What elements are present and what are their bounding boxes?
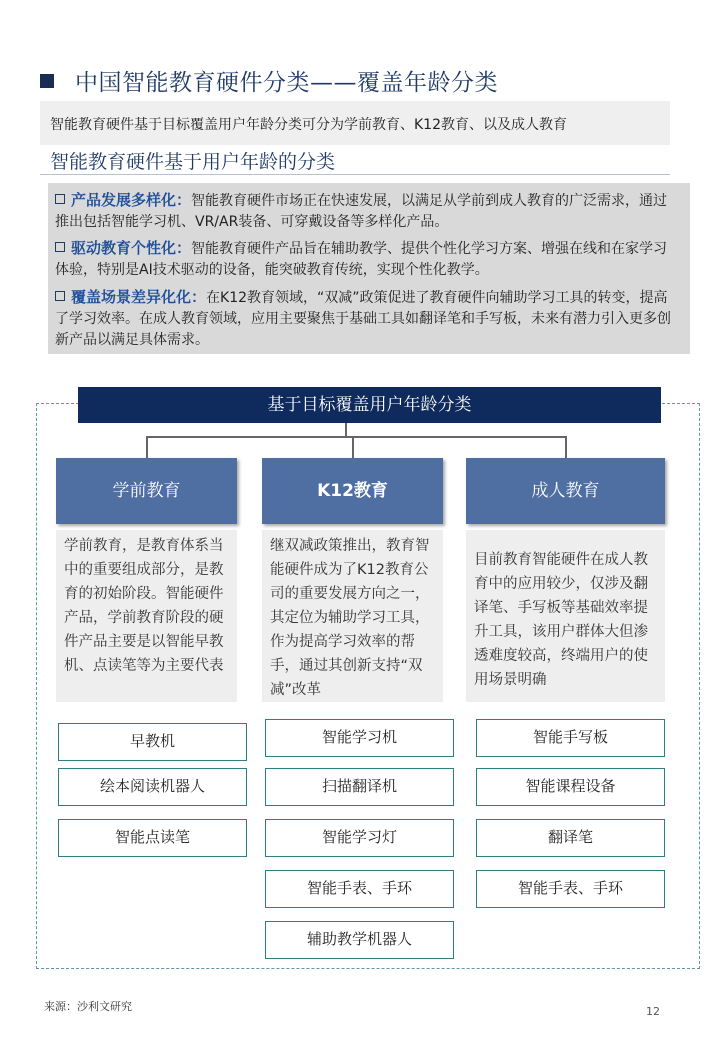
summary-point-head: 产品发展多样化： xyxy=(71,191,192,209)
summary-point-text: 在K12教育领域，“双减”政策促进了教育硬件向辅助学习工具的转变，提高了学习效率。在成人教育领域，应用主要聚焦于基础工具如翻译笔和手写板，未来有潜力引入更多创新产品以满足具体需求。 xyxy=(55,290,671,348)
device-item: 智能手表、手环 xyxy=(265,870,454,908)
device-item: 翻译笔 xyxy=(476,819,665,857)
section-title: 智能教育硬件基于用户年龄的分类 xyxy=(50,151,336,173)
page-subtitle: 智能教育硬件基于目标覆盖用户年龄分类可分为学前教育、K12教育、以及成人教育 xyxy=(50,117,567,133)
connector-left xyxy=(146,436,148,458)
device-item: 智能手写板 xyxy=(476,719,665,757)
source-note: 来源：沙利文研究 xyxy=(44,1000,132,1013)
summary-point-head: 驱动教育个性化： xyxy=(71,239,192,257)
connector-horizontal xyxy=(146,436,566,438)
checkbox-bullet-icon xyxy=(55,242,65,252)
page-title: 中国智能教育硬件分类——覆盖年龄分类 xyxy=(75,70,498,96)
checkbox-bullet-icon xyxy=(55,291,65,301)
device-item: 扫描翻译机 xyxy=(265,768,454,806)
page-number: 12 xyxy=(646,1005,660,1018)
device-item: 智能学习机 xyxy=(265,719,454,757)
heading-square-icon xyxy=(40,74,54,88)
summary-point-2 xyxy=(55,238,680,281)
device-item: 绘本阅读机器人 xyxy=(58,768,247,806)
category-k12: K12教育 xyxy=(262,458,443,524)
category-adult: 成人教育 xyxy=(466,458,665,524)
diagram-banner: 基于目标覆盖用户年龄分类 xyxy=(78,387,661,423)
summary-point-text: 智能教育硬件市场正在快速发展，以满足从学前到成人教育的广泛需求，通过推出包括智能学习机、VR/AR装备、可穿戴设备等多样化产品。 xyxy=(55,193,668,230)
connector-right xyxy=(565,436,567,458)
connector-vertical xyxy=(345,423,347,437)
category-preschool: 学前教育 xyxy=(56,458,237,524)
device-item: 智能学习灯 xyxy=(265,819,454,857)
category-preschool-description: 学前教育，是教育体系当中的重要组成部分，是教育的初始阶段。智能硬件产品，学前教育阶段的硬件产品主要是以智能早教机、点读笔等为主要代表 xyxy=(56,530,237,702)
device-item: 辅助教学机器人 xyxy=(265,921,454,959)
summary-point-1 xyxy=(55,190,680,233)
device-item: 智能手表、手环 xyxy=(476,870,665,908)
section-divider xyxy=(40,174,670,175)
summary-point-text: 智能教育硬件产品旨在辅助教学、提供个性化学习方案、增强在线和在家学习体验，特别是AI技术驱动的设备，能突破教育传统，实现个性化教学。 xyxy=(55,241,668,278)
connector-middle xyxy=(352,436,354,458)
checkbox-bullet-icon xyxy=(55,194,65,204)
category-k12-description: 继双减政策推出，教育智能硬件成为了K12教育公司的重要发展方向之一，其定位为辅助学习工具，作为提高学习效率的帮手，通过其创新支持“双减”改革 xyxy=(262,530,443,702)
summary-point-head: 覆盖场景差异化化： xyxy=(71,288,207,306)
summary-point-3 xyxy=(55,287,680,351)
category-adult-description: 目前教育智能硬件在成人教育中的应用较少，仅涉及翻译笔、手写板等基础效率提升工具，该用户群体大但渗透难度较高，终端用户的使用场景明确 xyxy=(466,530,665,702)
device-item: 早教机 xyxy=(58,723,247,761)
device-item: 智能课程设备 xyxy=(476,768,665,806)
device-item: 智能点读笔 xyxy=(58,819,247,857)
